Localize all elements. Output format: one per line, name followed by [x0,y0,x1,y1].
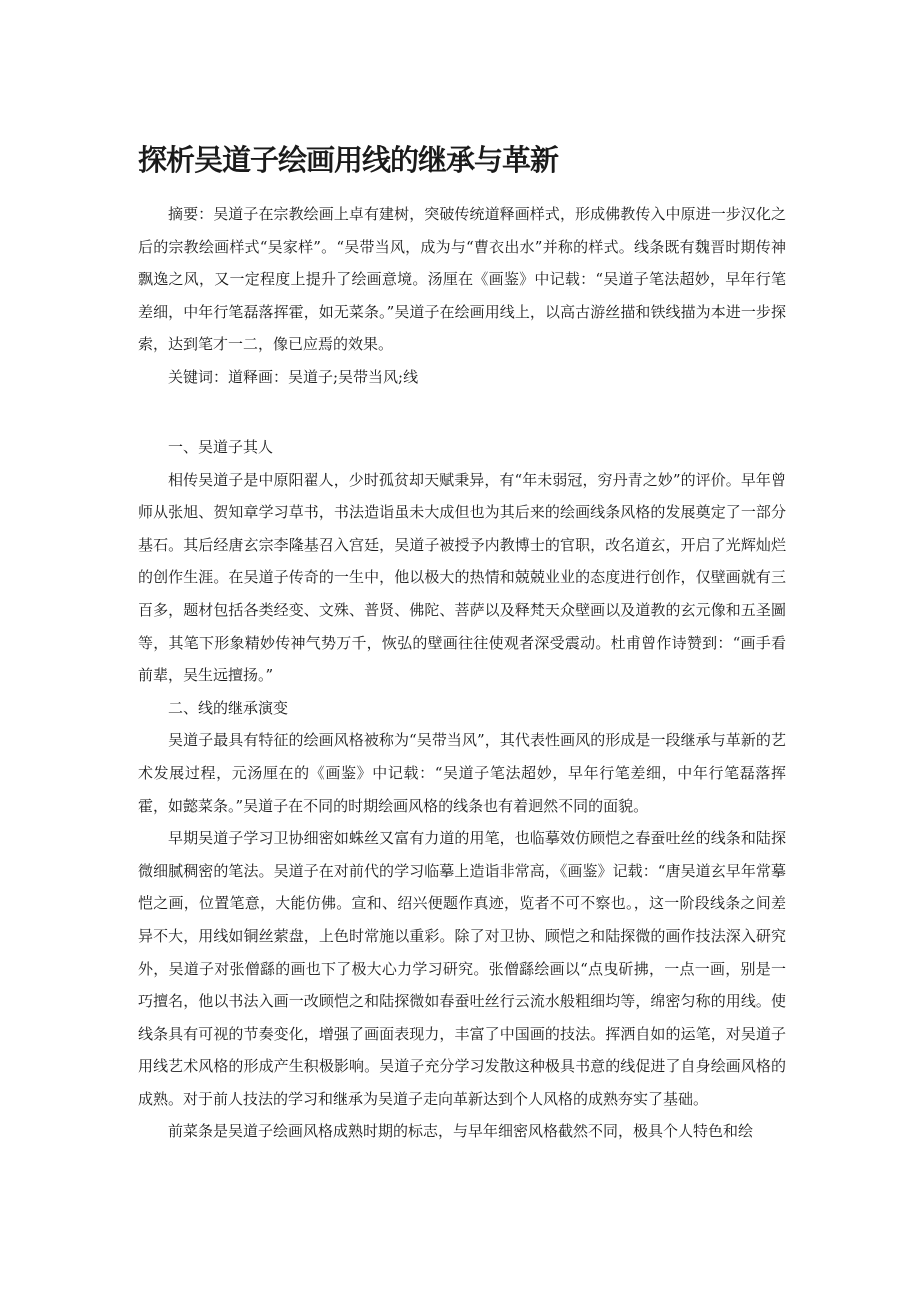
section-heading-1: 一、吴道子其人 [168,438,274,456]
sections-block [138,431,786,1148]
section-heading-2: 二、线的继承演变 [168,698,289,717]
abstract-paragraph: 摘要：吴道子在宗教绘画上卓有建树，突破传统道释画样式，形成佛教传入中原进一步汉化之后的宗教绘画样式“吴家样”。“吴带当风，成为与“曹衣出水”并称的样式。线条既有魏晋时期传神飘逸之风，又一定程度上提升了绘画意境。汤厘在《画鉴》中记载：“吴道子笔法超妙，早年行笔差细，中年行笔磊落挥霍，如无菜条。”吴道子在绘画用线上，以高古游丝描和铁线描为本进一步探索，达到笔才一二，像已应焉的效果。 [138,205,786,354]
section-2-paragraph-3: 前菜条是吴道子绘画风格成熟时期的标志，与早年细密风格截然不同，极具个人特色和绘 [168,1122,754,1141]
page-title: 探析吴道子绘画用线的继承与革新 [138,143,559,177]
keywords-paragraph: 关键词：道释画：吴道子;吴带当风;线 [168,367,419,386]
section-2-paragraph-2: 早期吴道子学习卫协细密如蛛丝又富有力道的用笔，也临摹效仿顾恺之春蚕吐丝的线条和陆探微细腻稠密的笔法。吴道子在对前代的学习临摹上造诣非常高，《画鉴》记载：“唐吴道玄早年常摹恺之画，位置笔意，大能仿佛。宣和、绍兴便题作真迹，览者不可不察也。，这一阶段线条之间差异不大，用线如铜丝萦盘，上色时常施以重彩。除了对卫协、顾恺之和陆探微的画作技法深入研究外，吴道子对张僧繇的画也下了极大心力学习研究。张僧繇绘画以“点曳斫拂，一点一画，别是一巧擅名，他以书法入画一改顾恺之和陆探微如春蚕吐丝行云流水般粗细均等，绵密匀称的用线。使线条具有可视的节奏变化，增强了画面表现力，丰富了中国画的技法。挥洒自如的运笔，对吴道子用线艺术风格的形成产生积极影响。吴道子充分学习发散这种极具书意的线促进了自身绘画风格的成熟。对于前人技法的学习和继承为吴道子走向革新达到个人风格的成熟夯实了基础。 [138,829,786,1108]
section-2-paragraph-1: 吴道子最具有特征的绘画风格被称为“吴带当风”，其代表性画风的形成是一段继承与革新的艺术发展过程，元汤厘在的《画鉴》中记载：“吴道子笔法超妙，早年行笔差细，中年行笔磊落挥霍，如懿菜条。”吴道子在不同的时期绘画风格的线条也有着迥然不同的面貌。 [138,731,786,815]
abstract-block [138,198,786,394]
section-1-paragraph-1: 相传吴道子是中原阳翟人，少时孤贫却天赋秉异，有“年未弱冠，穷丹青之妙”的评价。早年曾师从张旭、贺知章学习草书，书法造诣虽未大成但也为其后来的绘画线条风格的发展奠定了一部分基石。其后经唐玄宗李隆基召入宫廷，吴道子被授予内教博士的官职，改名道玄，开启了光辉灿烂的创作生涯。在吴道子传奇的一生中，他以极大的热情和兢兢业业的态度进行创作，仅壁画就有三百多，题材包括各类经变、文殊、普贤、佛陀、菩萨以及释梵天众壁画以及道教的玄元像和五圣圖等，其笔下形象精妙传神气势万千，恢弘的壁画往往使观者深受震动。杜甫曾作诗赞到：“画手看前辈，吴生远擅扬。” [138,470,786,685]
